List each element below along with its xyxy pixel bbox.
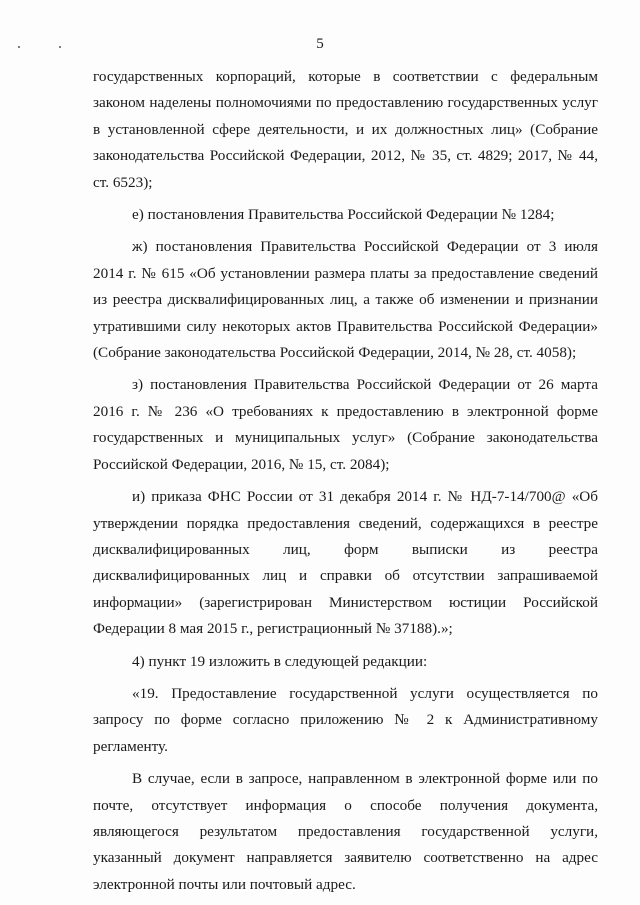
paragraph-item-i: и) приказа ФНС России от 31 декабря 2014 г. № НД-7-14/700@ «Об утверждении порядка предоставления сведений, содержащихся в реестре дисквалифицированных лиц, форм выписки из реестра дисквалифицированных лиц и справки об отсутствии запрашиваемой информации» (зарегистрирован Министерством юстиции Российской Федерации 8 мая 2015 г., регистрационный № 37188).»;: [93, 488, 598, 638]
document-body: [93, 64, 598, 898]
paragraph-item-4: 4) пункт 19 изложить в следующей редакции:: [132, 652, 428, 670]
paragraph-item-z: з) постановления Правительства Российской Федерации от 26 марта 2016 г. № 236 «О требованиях к предоставлению в электронной форме государственных и муниципальных услуг» (Собрание законодательства Российской Федерации, 2016, № 15, ст. 2084);: [93, 376, 598, 473]
paragraph-clause-19-case: В случае, если в запросе, направленном в электронной форме или по почте, отсутствует информация о способе получения документа, являющегося результатом предоставления государственной услуги, указанный документ направляется заявителю соответственно на адрес электронной почты или почтовый адрес.: [93, 770, 598, 893]
page-number: 5: [316, 36, 324, 52]
paragraph-continuation: государственных корпораций, которые в соответствии с федеральным законом наделены полномочиями по предоставлению государственных услуг в установленной сфере деятельности, и их должностных лиц» (Собрание законодательства Российской Федерации, 2012, № 35, ст. 4829; 2017, № 44, ст. 6523);: [93, 68, 598, 191]
paragraph-clause-19: «19. Предоставление государственной услуги осуществляется по запросу по форме согласно приложению № 2 к Административному регламенту.: [93, 684, 598, 755]
paragraph-item-e: е) постановления Правительства Российской Федерации № 1284;: [132, 206, 555, 224]
paragraph-item-zh: ж) постановления Правительства Российской Федерации от 3 июля 2014 г. № 615 «Об установлении размера платы за предоставление сведений из реестра дисквалифицированных лиц, а также об изменении и признании утратившими силу некоторых актов Правительства Российской Федерации» (Собрание законодательства Российской Федерации, 2014, № 28, ст. 4058);: [93, 238, 598, 362]
